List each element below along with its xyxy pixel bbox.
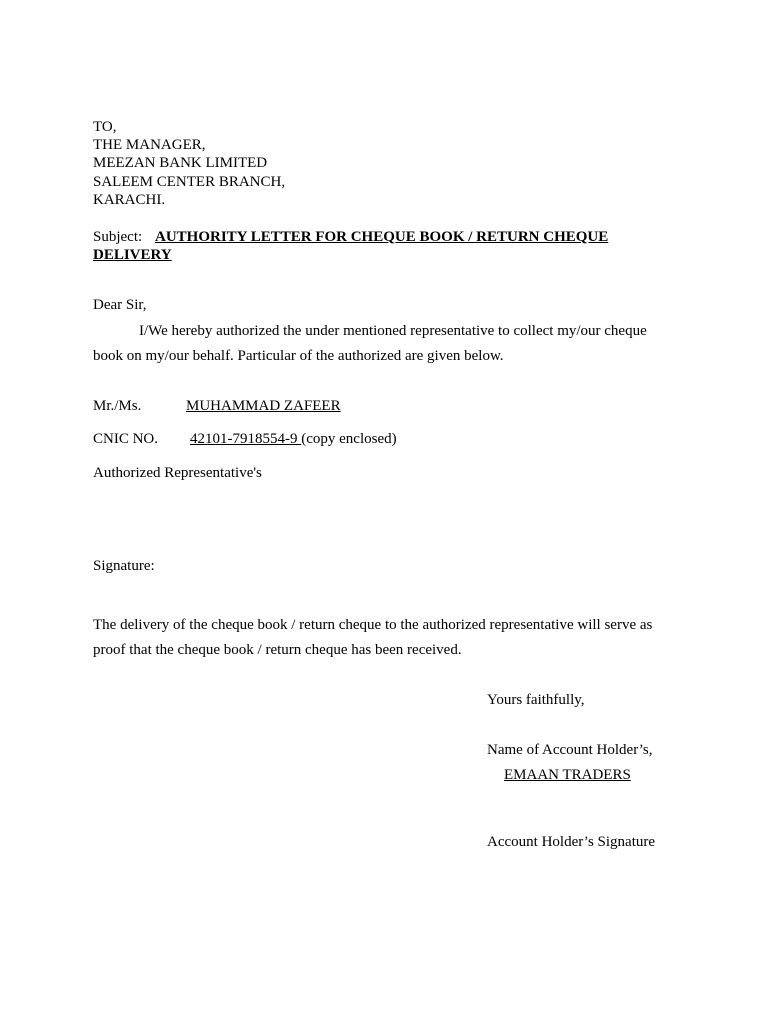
recipient-city: KARACHI. [93, 192, 166, 208]
recipient-title: THE MANAGER, [93, 137, 206, 153]
cnic-label: CNIC NO. [93, 431, 159, 447]
recipient-bank: MEEZAN BANK LIMITED [93, 155, 268, 171]
valediction: Yours faithfully, [487, 692, 585, 708]
cnic-row [190, 430, 397, 448]
representative-name: MUHAMMAD ZAFEER [186, 398, 341, 414]
salutation: Dear Sir, [93, 297, 147, 313]
recipient-to: TO, [93, 119, 117, 135]
authorized-representative-label: Authorized Representative's [93, 465, 262, 481]
delivery-note-line2: proof that the cheque book / return cheque has been received. [93, 642, 462, 658]
recipient-branch: SALEEM CENTER BRANCH, [93, 174, 286, 190]
name-label: Mr./Ms. [93, 398, 142, 414]
subject-text-line1: AUTHORITY LETTER FOR CHEQUE BOOK / RETURN CHEQUE [155, 229, 609, 245]
subject-text-line2: DELIVERY [93, 247, 172, 263]
account-holder-signature-label: Account Holder’s Signature [487, 834, 656, 850]
account-holder-label: Name of Account Holder’s, [487, 742, 653, 758]
body-line1: I/We hereby authorized the under mentioned representative to collect my/our cheque [139, 323, 647, 339]
delivery-note-line1: The delivery of the cheque book / return cheque to the authorized representative will serve as [93, 617, 653, 633]
account-holder-name: EMAAN TRADERS [504, 767, 631, 783]
subject-label: Subject: [93, 229, 143, 245]
signature-label: Signature: [93, 558, 155, 574]
cnic-note: (copy enclosed) [301, 431, 397, 447]
cnic-number: 42101-7918554-9 [190, 431, 302, 447]
body-line2: book on my/our behalf. Particular of the authorized are given below. [93, 348, 504, 364]
